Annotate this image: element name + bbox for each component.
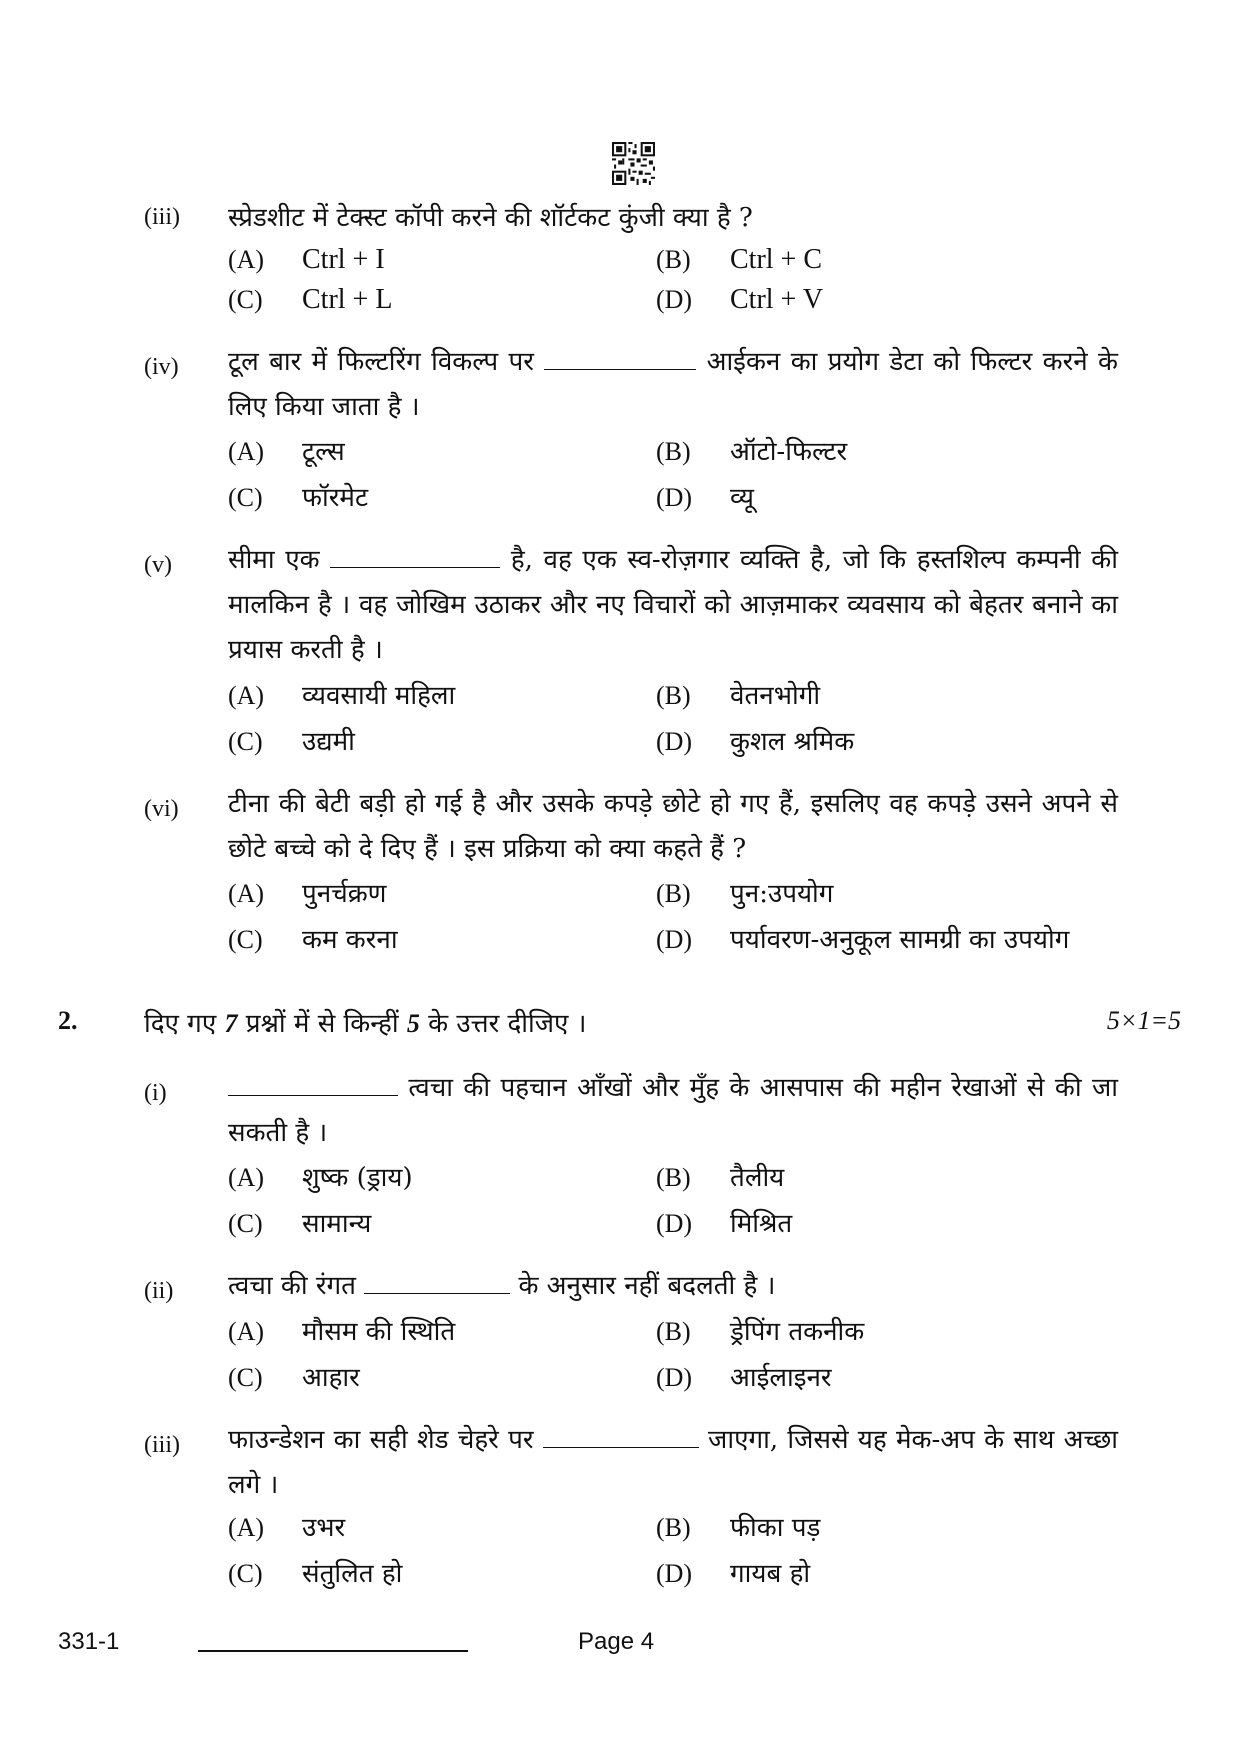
option-b: (B) ऑटो-फिल्टर [656, 437, 848, 467]
option-a: (A) शुष्क (ड्राय) [228, 1163, 413, 1193]
option-b: (B) ड्रेपिंग तकनीक [656, 1317, 865, 1347]
option-a: (A) उभर [228, 1513, 346, 1543]
qr-code [612, 142, 655, 185]
option-a: (A) टूल्स [228, 437, 345, 467]
option-d: (D) मिश्रित [656, 1209, 793, 1239]
marks-label: 5×1=5 [1106, 1006, 1181, 1035]
question-number: (iii) [144, 204, 180, 230]
question-text: त्वचा की रंगत के अनुसार नहीं बदलती है । [228, 1264, 1118, 1309]
option-c: (C) उद्यमी [228, 727, 355, 757]
option-b: (B) फीका पड़ [656, 1513, 821, 1543]
option-c: (C) कम करना [228, 925, 398, 955]
option-d: (D) पर्यावरण-अनुकूल सामग्री का उपयोग [656, 925, 1070, 955]
question-number: (vi) [144, 796, 179, 822]
option-c: (C) Ctrl + L [228, 284, 393, 315]
question-text: सीमा एक है, वह एक स्व-रोज़गार व्यक्ति है, जो कि हस्तशिल्प कम्पनी की मालकिन है । वह जोखिम उठाकर और नए विचारों को आज़माकर व्यवसाय को बेहतर बनाने का प्रयास करती है । [228, 538, 1118, 673]
answer-blank [330, 541, 500, 568]
question-number: (iv) [144, 354, 179, 380]
option-c: (C) सामान्य [228, 1209, 372, 1239]
option-b: (B) तैलीय [656, 1163, 785, 1193]
option-b: (B) Ctrl + C [656, 244, 823, 275]
question-number: 2. [58, 1006, 78, 1035]
answer-blank [228, 1069, 398, 1096]
answer-blank [364, 1267, 510, 1294]
answer-blank [543, 1421, 699, 1448]
option-c: (C) आहार [228, 1363, 360, 1393]
option-d: (D) Ctrl + V [656, 284, 824, 315]
question-text: स्प्रेडशीट में टेक्स्ट कॉपी करने की शॉर्टकट कुंजी क्या है ? [228, 203, 753, 233]
question-instruction: दिए गए 7 प्रश्नों में से किन्हीं 5 के उत्तर दीजिए । [144, 1009, 587, 1039]
question-number: (v) [144, 552, 172, 578]
question-text: फाउन्डेशन का सही शेड चेहरे पर जाएगा, जिससे यह मेक-अप के साथ अच्छा लगे । [228, 1418, 1118, 1508]
option-c: (C) संतुलित हो [228, 1559, 403, 1589]
option-a: (A) Ctrl + I [228, 244, 385, 275]
option-d: (D) कुशल श्रमिक [656, 727, 855, 757]
option-c: (C) फॉरमेट [228, 483, 369, 513]
option-b: (B) वेतनभोगी [656, 681, 821, 711]
answer-blank [544, 343, 696, 370]
question-number: (i) [144, 1080, 167, 1106]
option-a: (A) मौसम की स्थिति [228, 1317, 456, 1347]
question-number: (iii) [144, 1432, 180, 1458]
question-text: टीना की बेटी बड़ी हो गई है और उसके कपड़े छोटे हो गए हैं, इसलिए वह कपड़े उसने अपने से छोटे बच्चे को दे दिए हैं । इस प्रक्रिया को क्या कहते हैं ? [228, 789, 1118, 864]
option-a: (A) पुनर्चक्रण [228, 879, 387, 909]
option-d: (D) आईलाइनर [656, 1363, 832, 1393]
page-number: Page 4 [578, 1628, 655, 1655]
question-text: टूल बार में फिल्टरिंग विकल्प पर आईकन का प्रयोग डेटा को फिल्टर करने के लिए किया जाता है । [228, 340, 1118, 430]
option-d: (D) व्यू [656, 483, 754, 513]
footer-divider [198, 1650, 468, 1652]
paper-code: 331-1 [58, 1628, 120, 1655]
question-text: त्वचा की पहचान आँखों और मुँह के आसपास की महीन रेखाओं से की जा सकती है । [228, 1066, 1118, 1156]
option-a: (A) व्यवसायी महिला [228, 681, 456, 711]
question-number: (ii) [144, 1278, 174, 1304]
option-d: (D) गायब हो [656, 1559, 811, 1589]
option-b: (B) पुन:उपयोग [656, 879, 834, 909]
